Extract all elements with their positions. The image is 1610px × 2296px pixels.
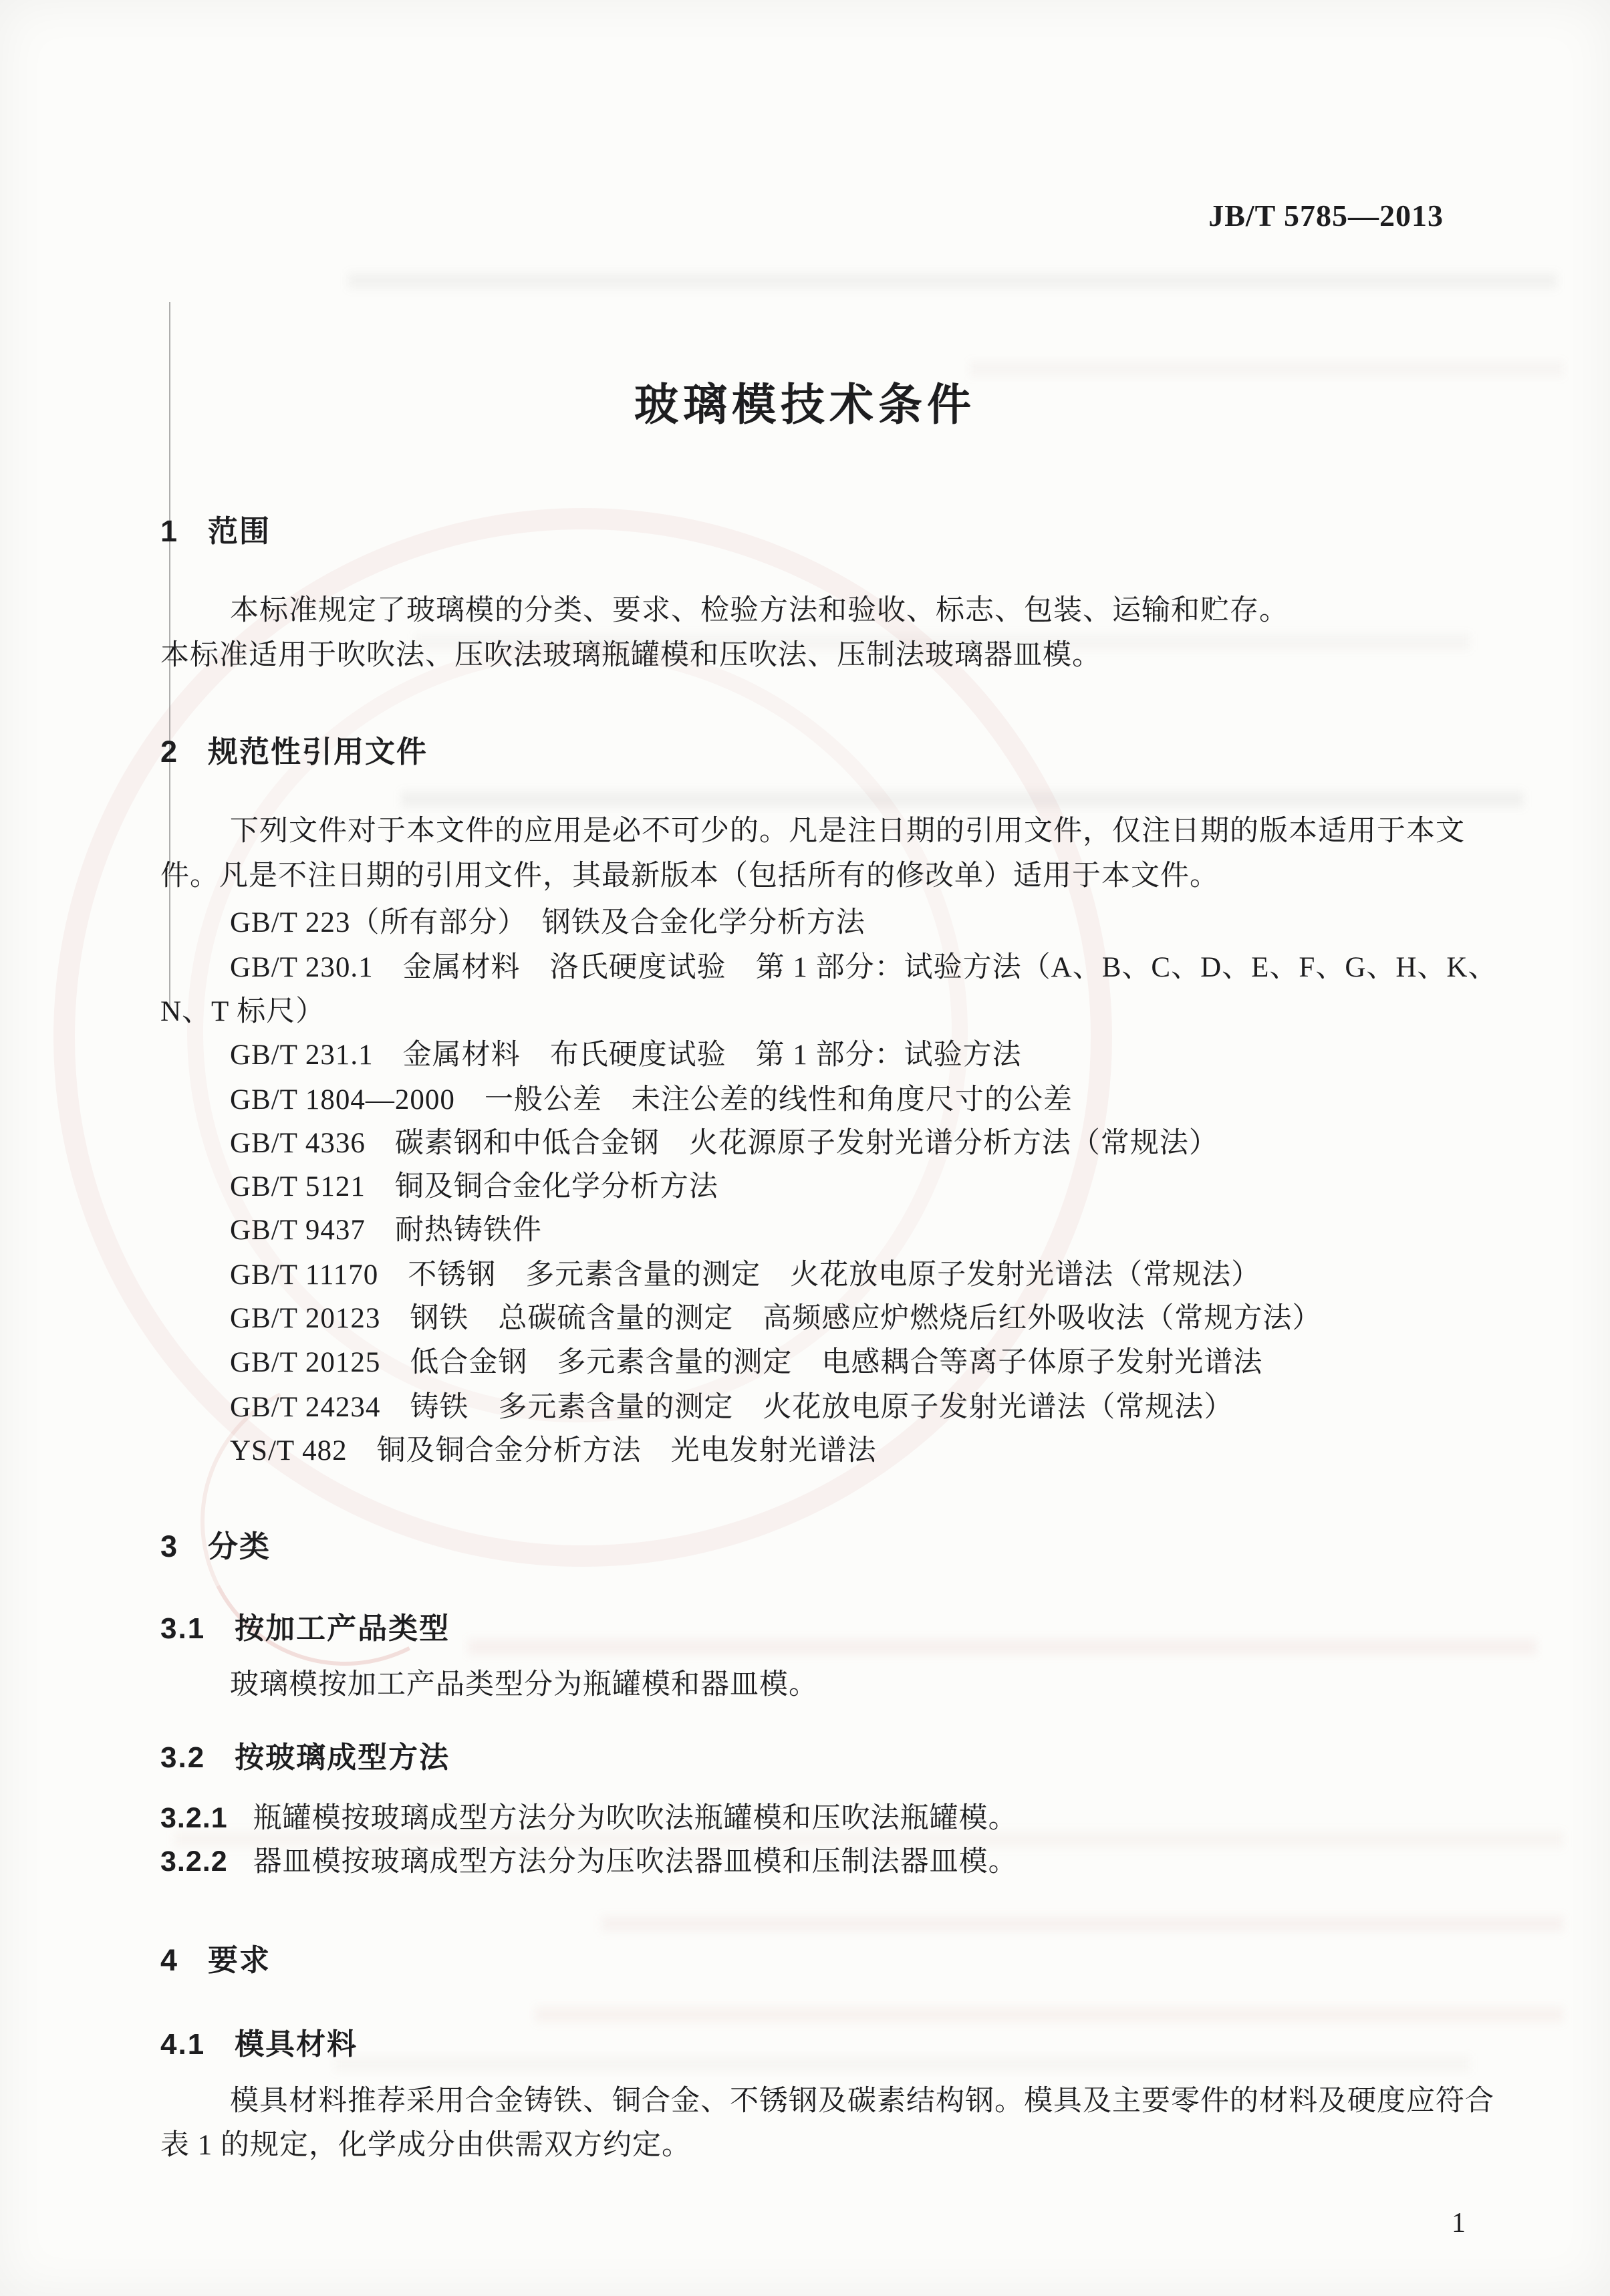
section-title: 按玻璃成型方法 bbox=[235, 1741, 450, 1774]
section-3-2-heading bbox=[160, 1733, 450, 1776]
clause-number: 3.2.2 bbox=[160, 1845, 228, 1878]
section-1-heading bbox=[160, 507, 271, 550]
bleedthrough-streak bbox=[401, 791, 1524, 807]
paragraph-line: 模具材料推荐采用合金铸铁、铜合金、不锈钢及碳素结构钢。模具及主要零件的材料及硬度应符合 bbox=[230, 2085, 1494, 2117]
reference-item: GB/T 9437 耐热铸铁件 bbox=[230, 1215, 542, 1246]
section-number: 3.2 bbox=[160, 1741, 206, 1774]
paragraph-line: 玻璃模按加工产品类型分为瓶罐模和器皿模。 bbox=[230, 1669, 818, 1700]
bleedthrough-streak bbox=[334, 2056, 1470, 2072]
paragraph-line: 本标准适用于吹吹法、压吹法玻璃瓶罐模和压吹法、压制法玻璃器皿模。 bbox=[160, 640, 1101, 671]
section-title: 范围 bbox=[208, 514, 271, 548]
section-number: 3 bbox=[160, 1529, 179, 1563]
standard-code: JB/T 5785—2013 bbox=[1208, 199, 1444, 233]
clause-3-2-1 bbox=[160, 1801, 1018, 1836]
reference-item: GB/T 24234 铸铁 多元素含量的测定 火花放电原子发射光谱法（常规法） bbox=[230, 1392, 1234, 1423]
bleedthrough-streak bbox=[468, 1639, 1537, 1655]
section-3-1-heading bbox=[160, 1604, 450, 1647]
section-number: 3.1 bbox=[160, 1612, 206, 1645]
reference-item: YS/T 482 铜及铜合金分析方法 光电发射光谱法 bbox=[230, 1435, 877, 1466]
section-title: 要求 bbox=[208, 1943, 271, 1977]
section-4-heading bbox=[160, 1936, 271, 1979]
section-title: 规范性引用文件 bbox=[208, 735, 428, 769]
reference-item: GB/T 11170 不锈钢 多元素含量的测定 火花放电原子发射光谱法（常规法） bbox=[230, 1259, 1261, 1291]
section-number: 2 bbox=[160, 735, 179, 769]
section-title: 模具材料 bbox=[235, 2028, 358, 2061]
bleedthrough-streak bbox=[348, 273, 1557, 289]
reference-item: GB/T 20123 钢铁 总碳硫含量的测定 高频感应炉燃烧后红外吸收法（常规方法） bbox=[230, 1303, 1322, 1334]
paragraph-line: 下列文件对于本文件的应用是必不可少的。凡是注日期的引用文件，仅注日期的版本适用于本文 bbox=[230, 815, 1465, 847]
clause-text: 器皿模按玻璃成型方法分为压吹法器皿模和压制法器皿模。 bbox=[253, 1846, 1018, 1878]
section-number: 4.1 bbox=[160, 2028, 206, 2061]
reference-item: GB/T 20125 低合金钢 多元素含量的测定 电感耦合等离子体原子发射光谱法 bbox=[230, 1347, 1263, 1378]
page-number: 1 bbox=[1452, 2208, 1466, 2239]
section-title: 按加工产品类型 bbox=[235, 1612, 450, 1645]
section-number: 4 bbox=[160, 1943, 179, 1977]
section-title: 分类 bbox=[208, 1529, 271, 1563]
document-title: 玻璃模技术条件 bbox=[634, 380, 976, 429]
section-3-heading bbox=[160, 1522, 271, 1565]
section-number: 1 bbox=[160, 514, 179, 548]
bleedthrough-streak bbox=[601, 1916, 1564, 1932]
reference-item-wrap: N、T 标尺） bbox=[160, 996, 325, 1027]
clause-number: 3.2.1 bbox=[160, 1802, 228, 1834]
paragraph-line: 件。凡是不注日期的引用文件，其最新版本（包括所有的修改单）适用于本文件。 bbox=[160, 860, 1219, 892]
paragraph-line: 表 1 的规定，化学成分由供需双方约定。 bbox=[160, 2130, 691, 2161]
bleedthrough-streak bbox=[535, 2007, 1564, 2023]
reference-item: GB/T 223（所有部分） 钢铁及合金化学分析方法 bbox=[230, 907, 865, 938]
paragraph-line: 本标准规定了玻璃模的分类、要求、检验方法和验收、标志、包装、运输和贮存。 bbox=[230, 595, 1289, 626]
reference-item: GB/T 4336 碳素钢和中低合金钢 火花源原子发射光谱分析方法（常规法） bbox=[230, 1128, 1218, 1159]
section-2-heading bbox=[160, 727, 428, 771]
reference-item: GB/T 231.1 金属材料 布氏硬度试验 第 1 部分：试验方法 bbox=[230, 1039, 1022, 1071]
reference-item: GB/T 1804—2000 一般公差 未注公差的线性和角度尺寸的公差 bbox=[230, 1084, 1073, 1116]
reference-item: GB/T 5121 铜及铜合金化学分析方法 bbox=[230, 1171, 718, 1202]
reference-item: GB/T 230.1 金属材料 洛氏硬度试验 第 1 部分：试验方法（A、B、C、D、E、F、G、H、K、 bbox=[230, 952, 1498, 983]
clause-3-2-2 bbox=[160, 1845, 1018, 1880]
clause-text: 瓶罐模按玻璃成型方法分为吹吹法瓶罐模和压吹法瓶罐模。 bbox=[253, 1803, 1018, 1834]
section-4-1-heading bbox=[160, 2020, 358, 2063]
